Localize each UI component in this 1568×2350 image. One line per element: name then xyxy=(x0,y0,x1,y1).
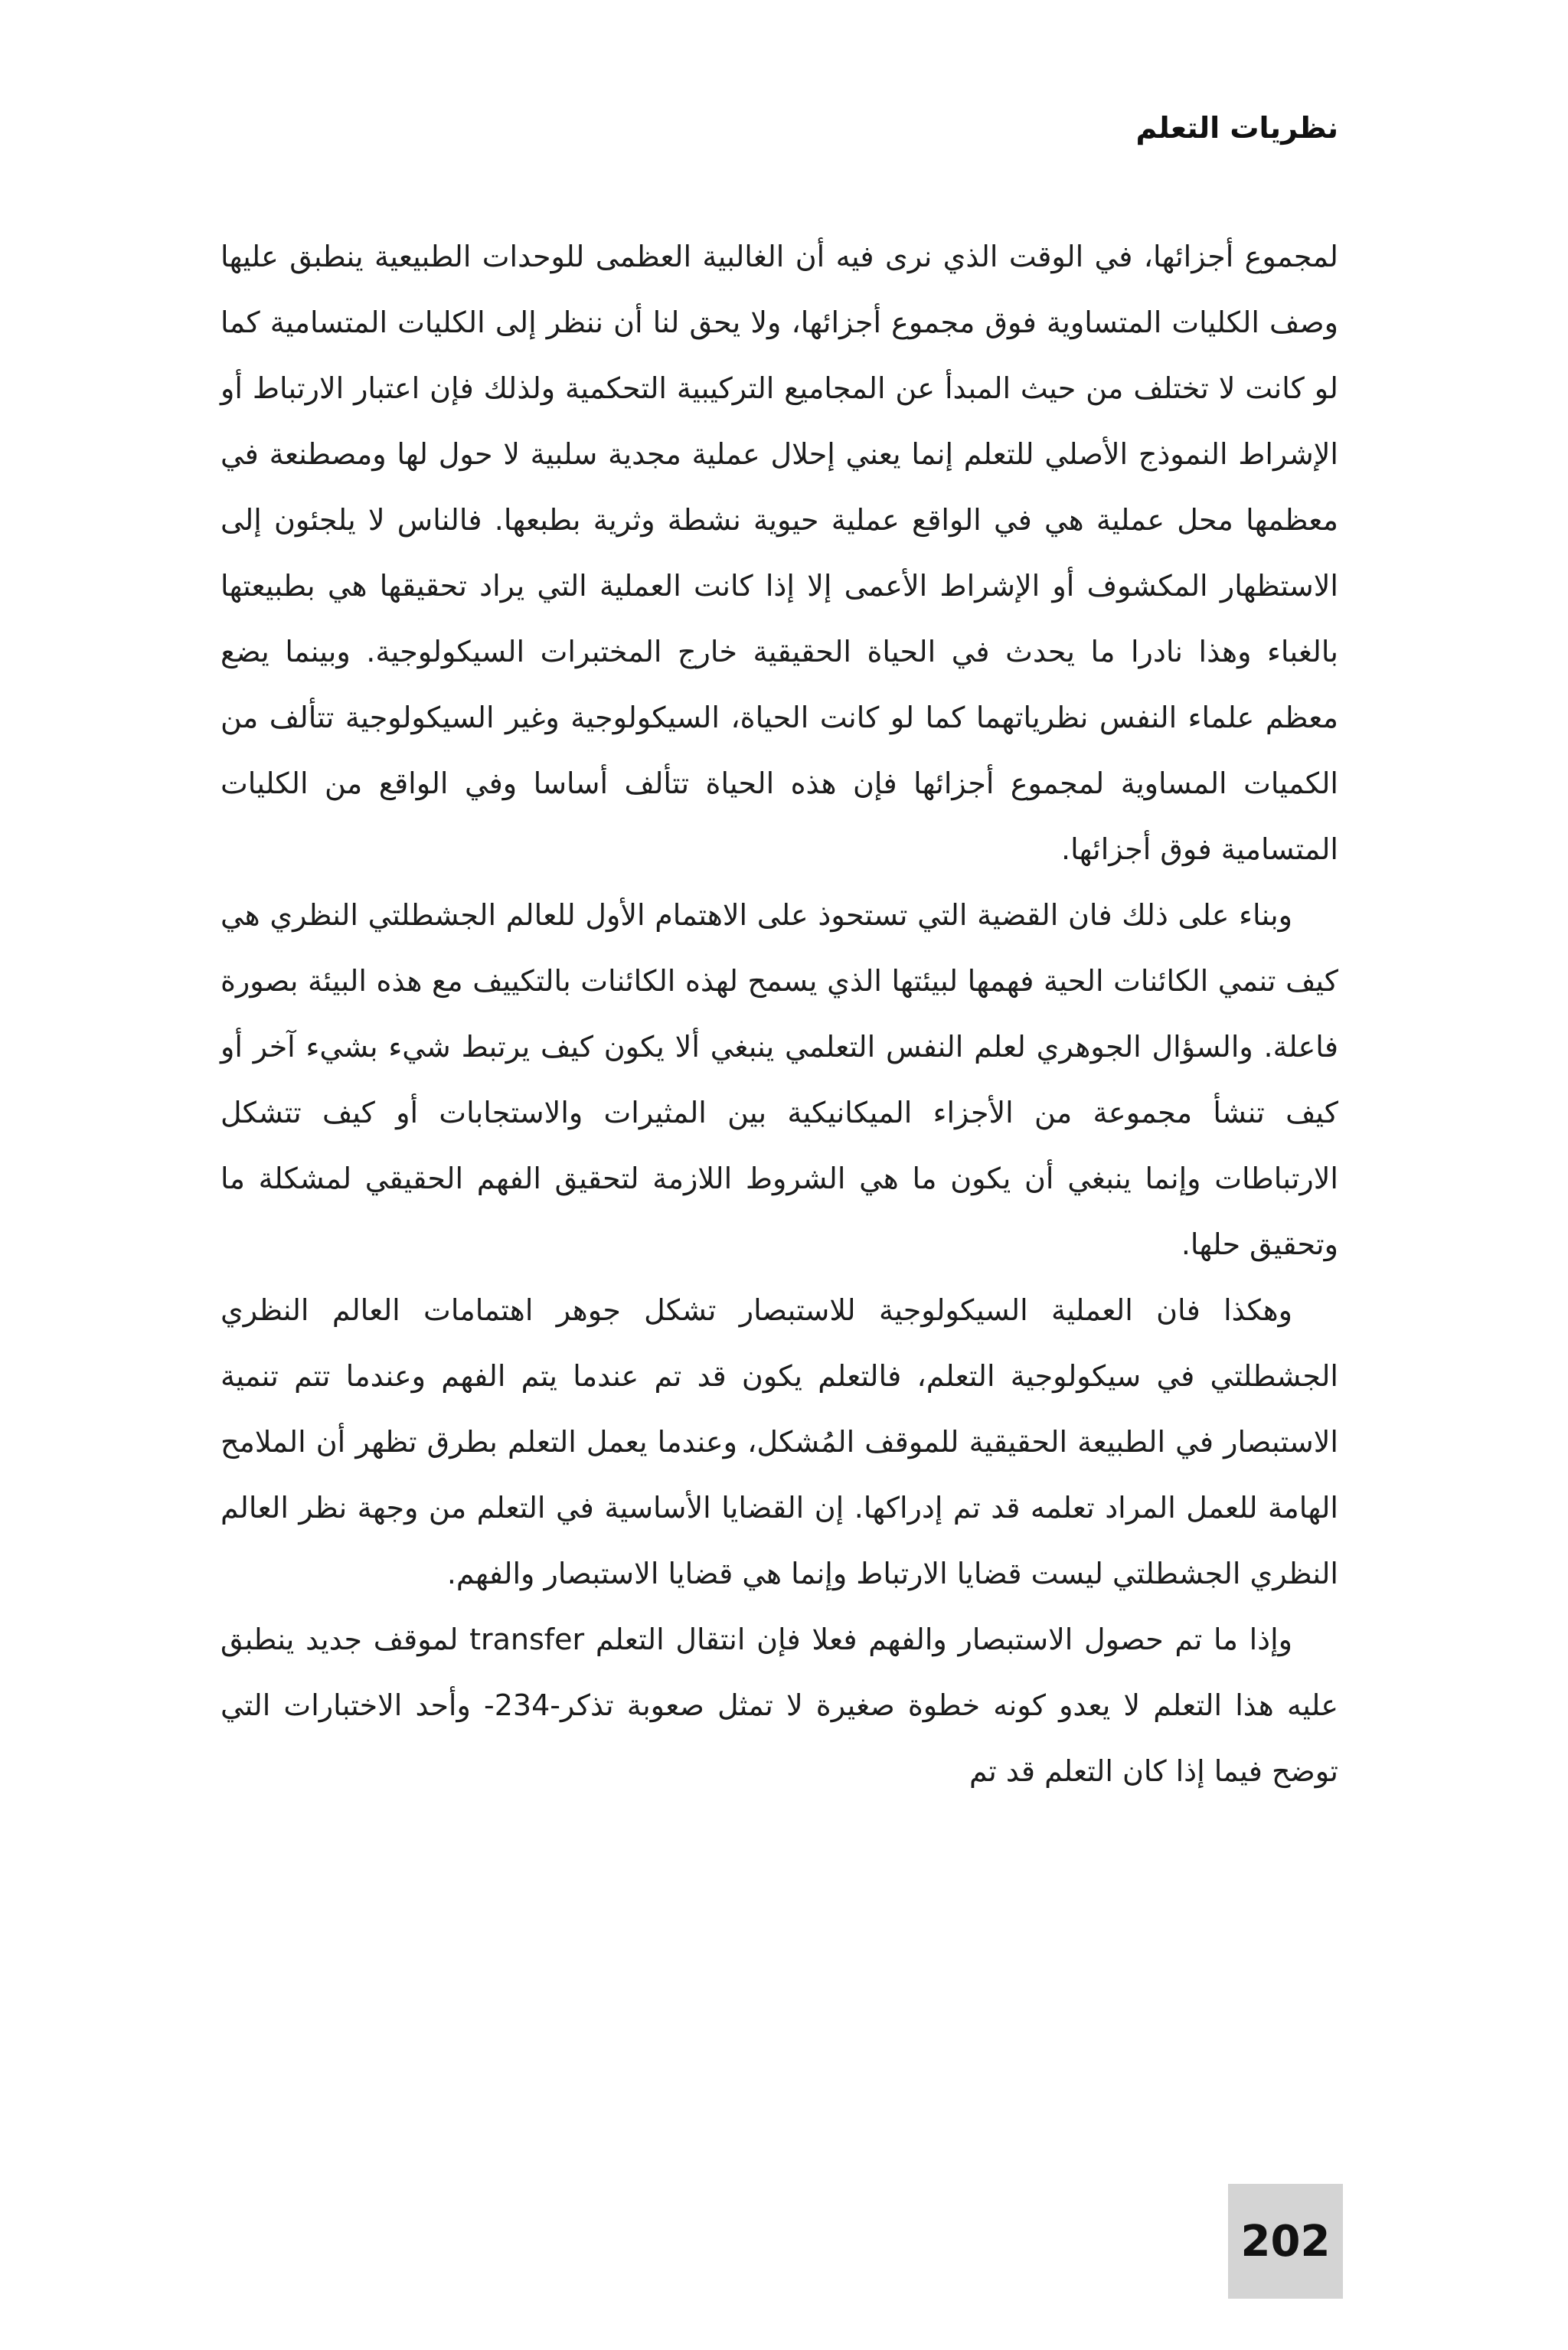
body-text xyxy=(220,224,1338,1804)
paragraph: وبناء على ذلك فان القضية التي تستحوذ على الاهتمام الأول للعالم الجشطلتي النظري هي كيف تنمي الكائنات الحية فهمها لبيئتها الذي يسمح لهذه الكائنات بالتكييف مع هذه البيئة بصورة فاعلة. والسؤال الجوهري لعلم النفس التعلمي ينبغي ألا يكون كيف يرتبط شيء بشيء آخر أو كيف تنشأ مجموعة من الأجزاء الميكانيكية بين المثيرات والاستجابات أو كيف تتشكل الارتباطات وإنما ينبغي أن يكون ما هي الشروط اللازمة لتحقيق الفهم الحقيقي لمشكلة ما وتحقيق حلها. xyxy=(220,898,1338,1261)
page-number-box xyxy=(1228,2184,1343,2299)
paragraph: وهكذا فان العملية السيكولوجية للاستبصار تشكل جوهر اهتمامات العالم النظري الجشطلتي في سيكولوجية التعلم، فالتعلم يكون قد تم عندما يتم الفهم وعندما تتم تنمية الاستبصار في الطبيعة الحقيقية للموقف المُشكل، وعندما يعمل التعلم بطرق تظهر أن الملامح الهامة للعمل المراد تعلمه قد تم إدراكها. إن القضايا الأساسية في التعلم من وجهة نظر العالم النظري الجشطلتي ليست قضايا الارتباط وإنما هي قضايا الاستبصار والفهم. xyxy=(220,1293,1338,1590)
paragraph: لمجموع أجزائها، في الوقت الذي نرى فيه أن الغالبية العظمى للوحدات الطبيعية ينطبق عليها وصف الكليات المتساوية فوق مجموع أجزائها، ولا يحق لنا أن ننظر إلى الكليات المتسامية كما لو كانت لا تختلف من حيث المبدأ عن المجاميع التركيبية التحكمية ولذلك فإن اعتبار الارتباط أو الإشراط النموذج الأصلي للتعلم إنما يعني إحلال عملية مجدية سلبية لا حول لها ومصطنعة في معظمها محل عملية هي في الواقع عملية حيوية نشطة وثرية بطبعها. فالناس لا يلجئون إلى الاستظهار المكشوف أو الإشراط الأعمى إلا إذا كانت العملية التي يراد تحقيقها هي بطبيعتها بالغباء وهذا نادرا ما يحدث في الحياة الحقيقية خارج المختبرات السيكولوجية. وبينما يضع معظم علماء النفس نظرياتهما كما لو كانت الحياة، السيكولوجية وغير السيكولوجية تتألف من الكميات المساوية لمجموع أجزائها فإن هذه الحياة تتألف أساسا وفي الواقع من الكليات المتسامية فوق أجزائها. xyxy=(220,240,1338,866)
page-number: 202 xyxy=(1240,2216,1331,2267)
running-header-title: نظريات التعلم xyxy=(1135,111,1338,145)
paragraph: وإذا ما تم حصول الاستبصار والفهم فعلا فإن انتقال التعلم transfer لموقف جديد ينطبق عليه هذا التعلم لا يعدو كونه خطوة صغيرة لا تمثل صعوبة تذكر-234- وأحد الاختبارات التي توضح فيما إذا كان التعلم قد تم xyxy=(220,1623,1339,1788)
